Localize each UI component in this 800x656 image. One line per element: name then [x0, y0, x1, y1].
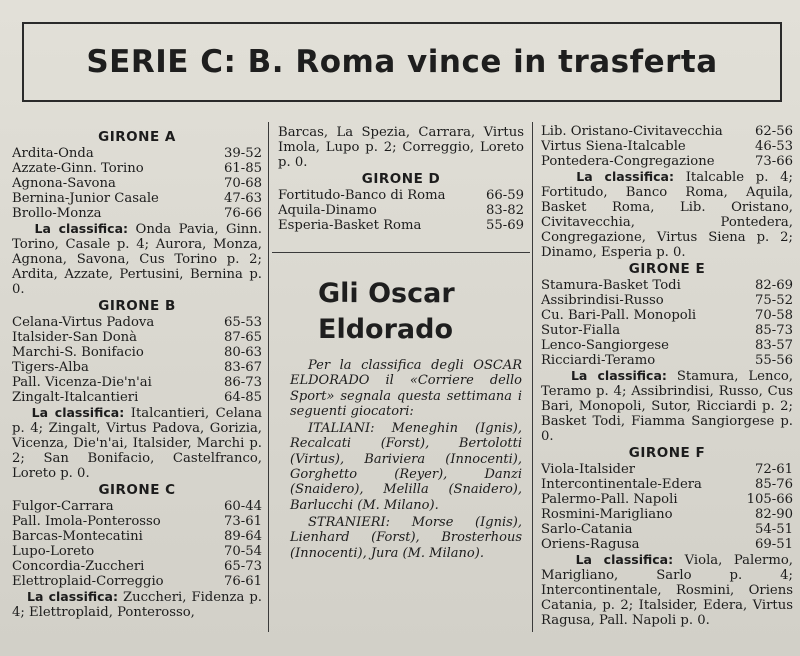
match-name: Ricciardi-Teramo [541, 353, 656, 368]
girone-f-title: GIRONE F [628, 445, 706, 461]
standings-label: La classifica: [570, 368, 667, 383]
match-score: 55-69 [485, 218, 524, 233]
match-name: Lenco-Sangiorgese [541, 338, 669, 353]
result-row [278, 188, 524, 203]
standings-text: Italcable p. 4; Fortitudo, Banco Roma, Aquila, Basket Roma, Lib. Oristano, Civitavecchia, Pontedera, Congregazione, Virtus Siena p. 2; Dinamo, Esperia p. 0. [541, 170, 793, 260]
match-name: Stamura-Basket Todi [541, 278, 681, 293]
oscar-top-rule [272, 252, 530, 253]
standings-text: Stamura, Lenco, Teramo p. 4; Assibrindisi, Russo, Cus Bari, Monopoli, Sutor, Ricciardi p. 2; Basket Todi, Fiamma Sangiorgese p. 0. [541, 369, 793, 444]
match-name: Italsider-San Donà [12, 330, 138, 345]
match-score: 80-63 [223, 345, 262, 360]
match-name: Sarlo-Catania [541, 522, 633, 537]
match-name: Bernina-Junior Casale [12, 191, 159, 206]
match-score: 65-73 [223, 559, 262, 574]
girone-a-results [12, 146, 262, 221]
match-name: Palermo-Pall. Napoli [541, 492, 678, 507]
standings-label: La classifica: [34, 221, 129, 236]
result-row [278, 218, 524, 233]
result-row [541, 139, 793, 154]
match-name: Oriens-Ragusa [541, 537, 640, 552]
standings-label: La classifica: [575, 552, 674, 567]
result-row [541, 507, 793, 522]
match-name: Virtus Siena-Italcable [541, 139, 686, 154]
column-1 [12, 128, 262, 620]
match-name: Zingalt-Italcantieri [12, 390, 139, 405]
result-row [12, 315, 262, 330]
result-row [12, 360, 262, 375]
match-score: 85-76 [754, 477, 793, 492]
result-row [12, 559, 262, 574]
girone-c-standings [12, 589, 262, 620]
match-name: Marchi-S. Bonifacio [12, 345, 144, 360]
match-score: 87-65 [223, 330, 262, 345]
result-row [12, 375, 262, 390]
match-score: 61-85 [223, 161, 262, 176]
girone-d-results-continued [541, 124, 793, 169]
girone-f-standings [541, 552, 793, 628]
girone-f-results [541, 462, 793, 552]
girone-c-standings-continued: Barcas, La Spezia, Carrara, Virtus Imola, Lupo p. 2; Correggio, Loreto p. 0. [278, 125, 524, 170]
result-row [541, 338, 793, 353]
match-score: 76-66 [223, 206, 262, 221]
girone-e-title: GIRONE E [628, 261, 706, 277]
result-row [12, 529, 262, 544]
match-score: 82-90 [754, 507, 793, 522]
result-row [12, 514, 262, 529]
match-score: 70-58 [754, 308, 793, 323]
match-score: 47-63 [223, 191, 262, 206]
girone-a-standings [12, 221, 262, 297]
girone-d-title: GIRONE D [361, 171, 441, 187]
match-score: 70-54 [223, 544, 262, 559]
girone-b-title: GIRONE B [98, 298, 176, 314]
match-name: Lupo-Loreto [12, 544, 95, 559]
match-name: Agnona-Savona [12, 176, 116, 191]
column-2 [278, 125, 524, 233]
column-3 [541, 124, 793, 628]
oscar-title-line-2: Eldorado [318, 314, 453, 345]
girone-c-results [12, 499, 262, 589]
match-score: 72-61 [754, 462, 793, 477]
match-name: Concordia-Zuccheri [12, 559, 145, 574]
result-row [12, 574, 262, 589]
match-score: 54-51 [754, 522, 793, 537]
match-score: 73-66 [754, 154, 793, 169]
match-name: Esperia-Basket Roma [278, 218, 422, 233]
match-score: 65-53 [223, 315, 262, 330]
standings-text: Zuccheri, Fidenza p. 4; Elettroplaid, Ponterosso, [12, 590, 262, 620]
result-row [278, 203, 524, 218]
match-name: Pall. Vicenza-Die'n'ai [12, 375, 152, 390]
match-name: Brollo-Monza [12, 206, 102, 221]
oscar-title [318, 276, 522, 348]
headline-box [22, 22, 782, 102]
oscar-stranieri: STRANIERI: Morse (Ignis), Lienhard (Forst), Brosterhous (Innocenti), Jura (M. Milano). [290, 514, 522, 561]
result-row [12, 191, 262, 206]
match-name: Rosmini-Marigliano [541, 507, 673, 522]
result-row [12, 390, 262, 405]
result-row [12, 146, 262, 161]
match-name: Azzate-Ginn. Torino [12, 161, 144, 176]
match-name: Assibrindisi-Russo [541, 293, 664, 308]
girone-b-results [12, 315, 262, 405]
standings-label: La classifica: [27, 589, 118, 604]
result-row [541, 492, 793, 507]
girone-e-results [541, 278, 793, 368]
result-row [12, 345, 262, 360]
result-row [541, 154, 793, 169]
match-name: Lib. Oristano-Civitavecchia [541, 124, 723, 139]
standings-label: La classifica: [31, 405, 125, 420]
result-row [541, 124, 793, 139]
match-score: 83-57 [754, 338, 793, 353]
result-row [541, 462, 793, 477]
match-score: 70-68 [223, 176, 262, 191]
match-score: 83-82 [485, 203, 524, 218]
match-score: 85-73 [754, 323, 793, 338]
oscar-eldorado-box [290, 276, 522, 563]
result-row [541, 323, 793, 338]
match-name: Pall. Imola-Ponterosso [12, 514, 161, 529]
result-row [12, 176, 262, 191]
girone-b-standings [12, 405, 262, 481]
match-name: Cu. Bari-Pall. Monopoli [541, 308, 697, 323]
result-row [541, 353, 793, 368]
oscar-italiani: ITALIANI: Meneghin (Ignis), Recalcati (Forst), Bertolotti (Virtus), Bariviera (Innocenti), Gorghetto (Reyer), Danzi (Snaidero), Melilla (Snaidero), Barlucchi (M. Milano). [290, 421, 522, 513]
result-row [12, 161, 262, 176]
match-name: Celana-Virtus Padova [12, 315, 155, 330]
column-rule-1 [268, 122, 269, 632]
match-score: 82-69 [754, 278, 793, 293]
girone-c-title: GIRONE C [98, 482, 176, 498]
match-score: 69-51 [754, 537, 793, 552]
match-score: 39-52 [223, 146, 262, 161]
girone-d-standings [541, 169, 793, 260]
result-row [12, 330, 262, 345]
result-row [541, 308, 793, 323]
match-score: 86-73 [223, 375, 262, 390]
result-row [12, 499, 262, 514]
match-name: Aquila-Dinamo [278, 203, 377, 218]
match-score: 73-61 [223, 514, 262, 529]
result-row [12, 544, 262, 559]
result-row [541, 278, 793, 293]
oscar-intro: Per la classifica degli OSCAR ELDORADO il «Corriere dello Sport» segnala questa settimana i seguenti giocatori: [290, 358, 522, 419]
girone-d-results [278, 188, 524, 233]
match-score: 46-53 [754, 139, 793, 154]
match-score: 62-56 [754, 124, 793, 139]
match-score: 60-44 [223, 499, 262, 514]
girone-e-standings [541, 368, 793, 444]
girone-a-title: GIRONE A [98, 129, 176, 145]
match-score: 55-56 [754, 353, 793, 368]
match-name: Ardita-Onda [12, 146, 94, 161]
match-name: Fulgor-Carrara [12, 499, 114, 514]
oscar-title-line-1: Gli Oscar [318, 278, 455, 309]
standings-text: Viola, Palermo, Marigliano, Sarlo p. 4; Intercontinentale, Rosmini, Oriens Catania, p. 2; Italsider, Edera, Virtus Ragusa, Pall. Napoli p. 0. [541, 553, 793, 628]
match-score: 76-61 [223, 574, 262, 589]
match-name: Pontedera-Congregazione [541, 154, 715, 169]
match-name: Tigers-Alba [12, 360, 89, 375]
result-row [541, 522, 793, 537]
match-score: 105-66 [746, 492, 793, 507]
match-name: Sutor-Fialla [541, 323, 621, 338]
match-name: Viola-Italsider [541, 462, 636, 477]
result-row [541, 537, 793, 552]
match-name: Fortitudo-Banco di Roma [278, 188, 446, 203]
match-name: Elettroplaid-Correggio [12, 574, 164, 589]
standings-label: La classifica: [576, 169, 674, 184]
standings-text: Onda Pavia, Ginn. Torino, Casale p. 4; Aurora, Monza, Agnona, Savona, Cus Torino p. 2; Ardita, Azzate, Pertusini, Bernina p. 0. [12, 222, 262, 297]
match-score: 75-52 [754, 293, 793, 308]
standings-text: Italcantieri, Celana p. 4; Zingalt, Virtus Padova, Gorizia, Vicenza, Die'n'ai, Italsider, Marchi p. 2; San Bonifacio, Castelfranco, Loreto p. 0. [12, 406, 263, 481]
match-score: 89-64 [223, 529, 262, 544]
result-row [541, 293, 793, 308]
column-rule-2 [532, 122, 533, 632]
match-name: Intercontinentale-Edera [541, 477, 702, 492]
match-score: 64-85 [223, 390, 262, 405]
match-score: 83-67 [223, 360, 262, 375]
match-name: Barcas-Montecatini [12, 529, 143, 544]
result-row [541, 477, 793, 492]
result-row [12, 206, 262, 221]
match-score: 66-59 [485, 188, 524, 203]
headline: SERIE C: B. Roma vince in trasferta [86, 44, 718, 80]
